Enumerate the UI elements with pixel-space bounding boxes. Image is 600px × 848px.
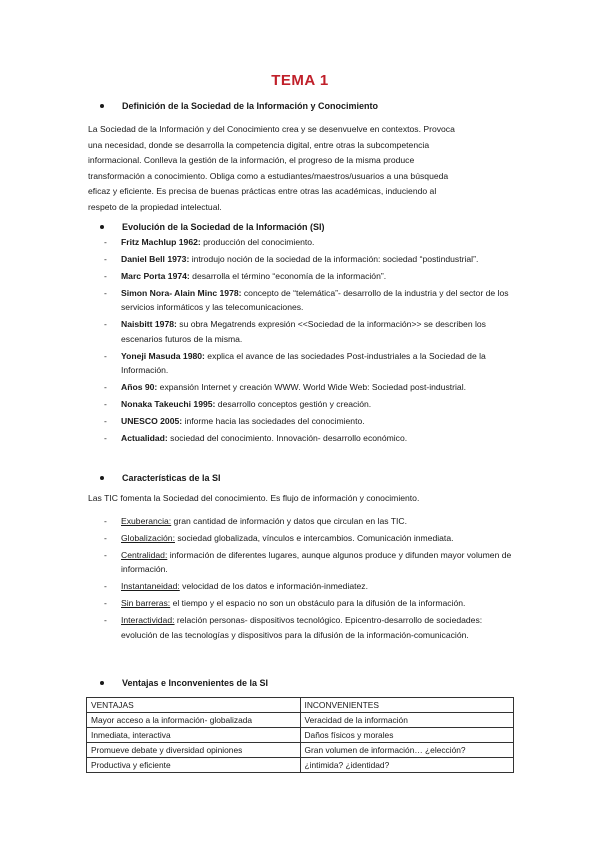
list-item: - Naisbitt 1978: su obra Megatrends expresión <<Sociedad de la información>> se describen los escenarios futuros de la misma.	[104, 319, 486, 344]
paragraph-line: informacional. Conlleva la gestión de la información, el progreso de la misma produce	[88, 155, 415, 165]
document-page: TEMA 1 Definición de la Sociedad de la Información y Conocimiento La Sociedad de la Información y del Conocimiento crea y se desenvuelve en contextos. Provoca una necesidad, donde se desarrolla la competencia digital, entre otras la subcompetencia informacional. Conlleva la gestión de la información, el progreso de la misma produce transformación a conocimiento. Obliga como a estudiantes/maestros/usuarios a una búsqueda eficaz y eficiente. Es precisa de buenas prácticas entre otras las académicas, induciendo al respeto de la propiedad intelectual. Evolución de la Sociedad de la Información (SI) - Fritz Machlup 1962: producción del conocimiento. - Daniel Bell 1973: introdujo noción de la sociedad de la información: sociedad “postindustrial”. - Marc Porta 1974: desarrolla el término “economía de la información”. - Simon Nora- Alain Minc 1978: concepto de “telemática”- desarrollo de la industria y del sector de los servicios informáticos y las telecomunicaciones. - Naisbitt 1978: su obra Megatrends expresión <<Sociedad de la información>> se describen los escenarios futuros de la misma. - Yoneji Masuda 1980: explica el avance de las sociedades Post-industriales a la Sociedad de la Información. - Años 90: expansión Internet y creación WWW. World Wide Web: Sociedad post-industrial. - Nonaka Takeuchi 1995: desarrollo conceptos gestión y creación. - UNESCO 2005: informe hacia las sociedades del conocimiento. - Actualidad: sociedad del conocimiento. Innovación- desarrollo económico. Características de la SI Las TIC fomenta la Sociedad del conocimiento. Es flujo de información y conocimiento. - Exuberancia: gran cantidad de información y datos que circulan en las TIC. - Globalización: sociedad globalizada, vínculos e intercambios. Comunicación inmediata. - Centralidad: información de diferentes lugares, aunque algunos produce y difunden mayor volumen de información. - Instantaneidad: velocidad de los datos e información-inmediatez. - Sin barreras: el tiempo y el espacio no son un obstáculo para la difusión de la información. - Interactividad: relación personas- dispositivos tecnológico. Epicentro-desarrollo de sociedades: evolución de las tecnologías y dispositivos para la difusión de la información-comunicación. Ventajas e Inconvenientes de la SI VENTAJAS INCONVENIENTES Mayor acceso a la información- globalizada Veracidad de la información Inmediata, interactiva Daños físicos y morales Promueve debate y diversidad opiniones Gran volumen de información… ¿elección? Productiva y eficiente ¿intimida? ¿identidad?	[0, 0, 600, 848]
table-cell: Productiva y eficiente	[87, 758, 301, 773]
bullet-icon	[100, 104, 104, 108]
list-item: - Interactividad: relación personas- dispositivos tecnológico. Epicentro-desarrollo de sociedades: evolución de las tecnologías y dispositivos para la difusión de la información-comunicación.	[104, 615, 483, 640]
table-cell: Gran volumen de información… ¿elección?	[300, 743, 514, 758]
paragraph-line: transformación a conocimiento. Obliga como a estudiantes/maestros/usuarios a una búsqueda	[88, 170, 449, 181]
column-header: INCONVENIENTES	[300, 698, 514, 713]
characteristics-paragraph: Las TIC fomenta la Sociedad del conocimiento. Es flujo de información y conocimiento.	[88, 493, 420, 503]
table-row	[87, 743, 514, 758]
table-cell: Promueve debate y diversidad opiniones	[87, 743, 301, 758]
list-item: - Marc Porta 1974: desarrolla el término “economía de la información”.	[104, 270, 387, 281]
list-item: - Daniel Bell 1973: introdujo noción de la sociedad de la información: sociedad “postindustrial”.	[104, 253, 479, 264]
table-cell: Inmediata, interactiva	[87, 728, 301, 743]
list-item: - Centralidad: información de diferentes lugares, aunque algunos produce y difunden mayor volumen de información.	[104, 549, 512, 575]
list-item: - Actualidad: sociedad del conocimiento. Innovación- desarrollo económico.	[104, 432, 408, 443]
table-row	[87, 713, 514, 728]
paragraph-line: respeto de la propiedad intelectual.	[88, 201, 222, 212]
bullet-icon	[100, 476, 104, 480]
paragraph-line: eficaz y eficiente. Es precisa de buenas prácticas entre otras las académicas, induciendo al	[88, 186, 437, 196]
list-item: - UNESCO 2005: informe hacia las sociedades del conocimiento.	[104, 415, 365, 426]
page-title: TEMA 1	[271, 72, 329, 89]
bullet-icon	[100, 225, 104, 229]
table-cell: Veracidad de la información	[300, 713, 514, 728]
table-cell: Daños físicos y morales	[300, 728, 514, 743]
list-item: - Fritz Machlup 1962: producción del conocimiento.	[104, 237, 315, 247]
characteristics-list	[104, 514, 514, 645]
definition-paragraph	[88, 122, 513, 215]
pros-cons-table	[86, 697, 514, 773]
list-item: - Años 90: expansión Internet y creación WWW. World Wide Web: Sociedad post-industrial.	[104, 382, 467, 393]
table-row	[87, 728, 514, 743]
table-header-row	[87, 698, 514, 713]
column-header: VENTAJAS	[87, 698, 301, 713]
paragraph-line: La Sociedad de la Información y del Conocimiento crea y se desenvuelve en contextos. Provoca	[88, 124, 455, 134]
list-item: - Nonaka Takeuchi 1995: desarrollo conceptos gestión y creación.	[104, 399, 372, 410]
table-cell: ¿intimida? ¿identidad?	[300, 758, 514, 773]
list-item: - Exuberancia: gran cantidad de información y datos que circulan en las TIC.	[104, 516, 407, 526]
table-cell: Mayor acceso a la información- globalizada	[87, 713, 301, 728]
evolution-list	[104, 235, 514, 448]
table-row	[87, 758, 514, 773]
bullet-icon	[100, 681, 104, 685]
list-item: - Instantaneidad: velocidad de los datos e información-inmediatez.	[104, 581, 368, 592]
list-item: - Simon Nora- Alain Minc 1978: concepto de “telemática”- desarrollo de la industria y del sector de los servicios informáticos y las telecomunicaciones.	[104, 287, 509, 313]
paragraph-line: una necesidad, donde se desarrolla la competencia digital, entre otras la subcompetencia	[88, 139, 430, 150]
list-item: - Sin barreras: el tiempo y el espacio no son un obstáculo para la difusión de la información.	[104, 598, 466, 609]
list-item: - Globalización: sociedad globalizada, vínculos e intercambios. Comunicación inmediata.	[104, 532, 454, 543]
list-item: - Yoneji Masuda 1980: explica el avance de las sociedades Post-industriales a la Sociedad de la Información.	[104, 350, 486, 376]
